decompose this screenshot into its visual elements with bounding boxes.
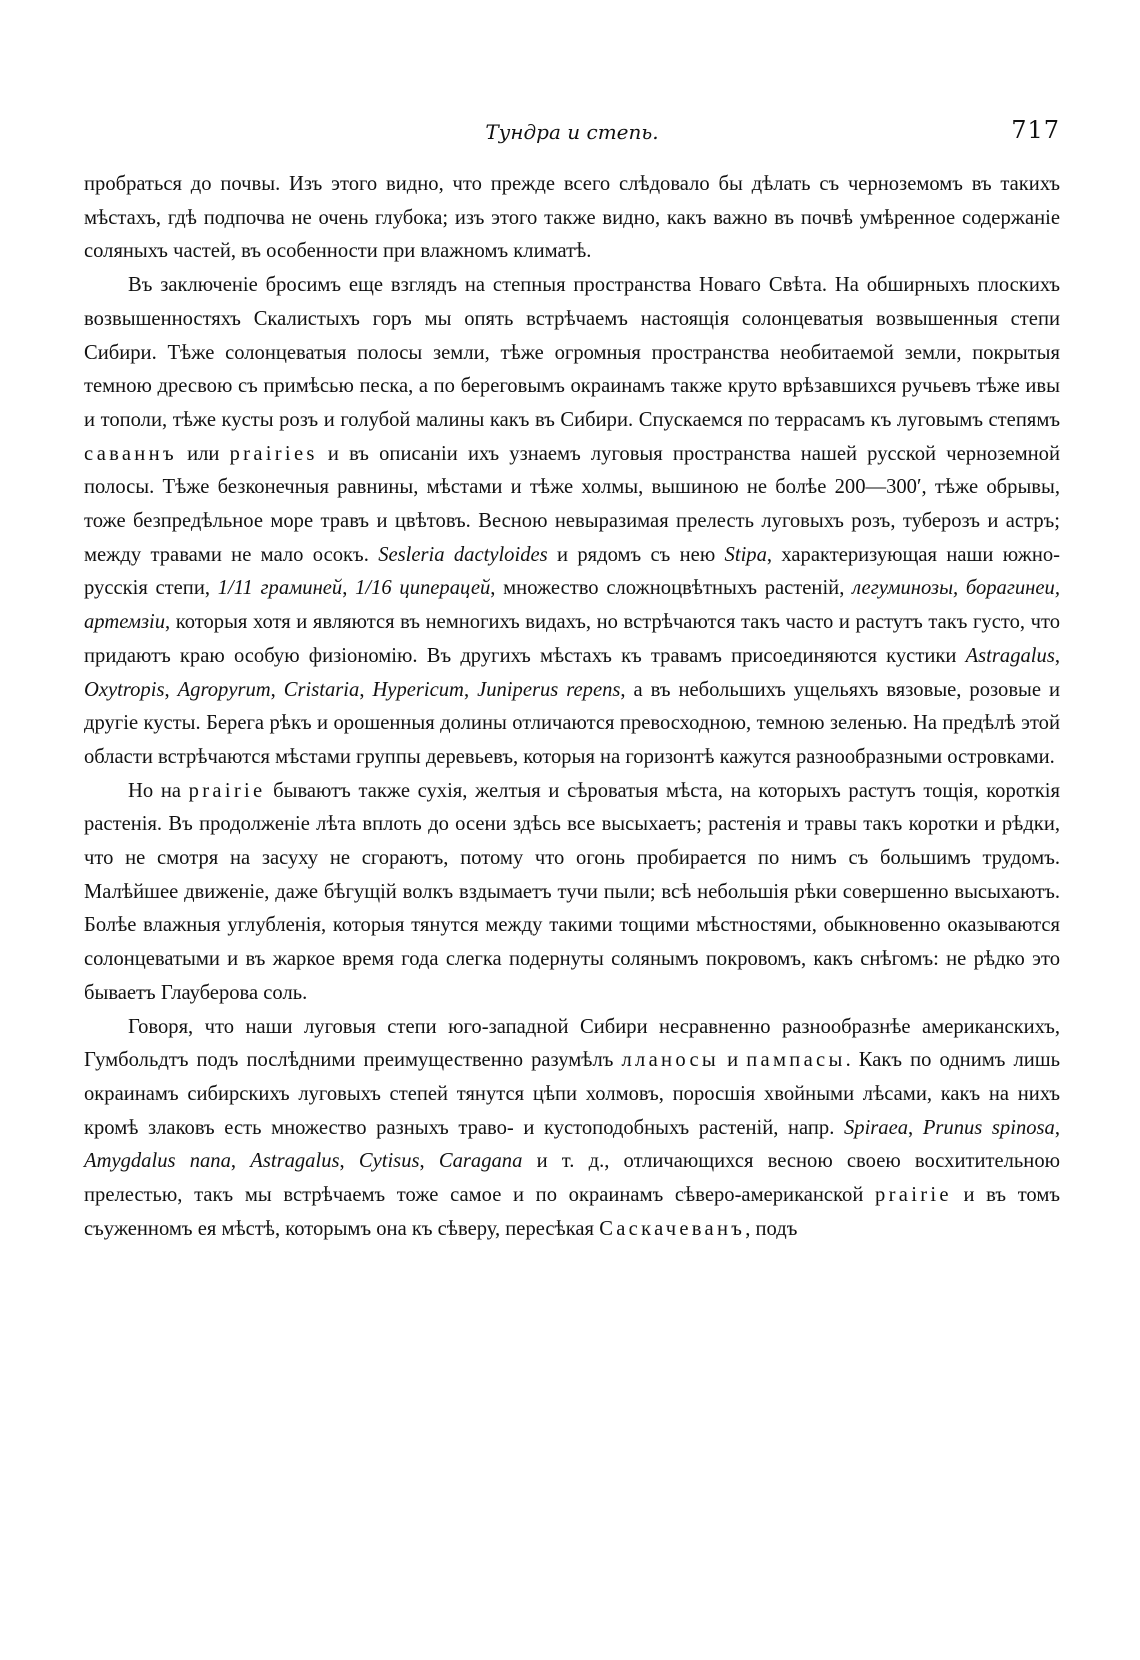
italic-term: Hypericum bbox=[372, 678, 464, 701]
text-run: , bbox=[1054, 1116, 1061, 1139]
italic-term: Prunus spinosa bbox=[922, 1116, 1055, 1139]
text-run: и въ томъ съуженномъ ея мѣстѣ, которымъ она къ сѣверу, пересѣкая bbox=[84, 1184, 1061, 1240]
text-run: , bbox=[463, 678, 478, 701]
text-run: , bbox=[1054, 644, 1060, 667]
text-run: или bbox=[176, 442, 230, 465]
text-run: , bbox=[270, 678, 284, 701]
text-run: , а въ небольшихъ ущельяхъ вязовые, розовые и другіе кусты. Берега рѣкъ и орошенныя долины отличаются превосходною, темною зеленью. На предѣлѣ этой области встрѣчаются мѣстами группы деревьевъ, которыя на горизонтѣ кажутся разнообразными островками. bbox=[84, 678, 1061, 768]
italic-term: 1/16 циперацей bbox=[355, 577, 491, 600]
italic-term: Caragana bbox=[438, 1150, 523, 1173]
italic-term: Spiraea bbox=[843, 1116, 909, 1139]
running-head bbox=[84, 112, 1060, 160]
text-run: Въ заключеніе бросимъ еще взглядъ на степныя пространства Новаго Свѣта. На обширныхъ плоскихъ возвышенностяхъ Скалистыхъ горъ мы опять встрѣчаемъ настоящія солонцеватыя возвышенныя степи Сибири. Тѣже солонцеватыя полосы земли, тѣже огромныя пространства необитаемой земли, покрытыя темною дресвою съ примѣсью песка, а по береговымъ окраинамъ также круто врѣзавшихся ручьевъ тѣже ивы и тополи, тѣже кусты розъ и голубой малины какъ въ Сибири. Спускаемся по террасамъ къ луговымъ степямъ bbox=[84, 274, 1060, 431]
text-run: бываютъ также сухія, желтыя и сѣроватыя мѣста, на которыхъ растутъ тощія, короткія растенія. Въ продолженіе лѣта вплоть до осени здѣсь все высыхаетъ; растенія и травы такъ коротки и рѣдки, что не смотря на засуху не сгораютъ, потому что огонь пробирается по нимъ съ большимъ трудомъ. Малѣйшее движеніе, даже бѣгущій волкъ вздымаетъ тучи пыли; всѣ небольшія рѣки совершенно высыхаютъ. Болѣе влажныя углубленія, которыя тянутся между такими тощими мѣстностями, обыкновенно оказываются солонцеватыми и въ жаркое время года слегка подернуты солянымъ покровомъ, какъ снѣгомъ: не рѣдко это бываетъ Глауберова соль. bbox=[84, 779, 1060, 1004]
italic-term: Juniperus repens bbox=[477, 678, 621, 701]
spaced-term: prairie bbox=[875, 1184, 952, 1207]
italic-term: Astragalus bbox=[965, 644, 1055, 667]
text-run: , bbox=[164, 678, 178, 701]
text-run: , bbox=[342, 577, 356, 600]
book-page bbox=[84, 112, 1060, 1632]
italic-term: легуминозы, борагинеи, артемзіи bbox=[84, 577, 1060, 634]
text-run: , bbox=[908, 1116, 923, 1139]
italic-term: Sesleria dactyloides bbox=[378, 543, 548, 566]
running-title: Тундра и степь. bbox=[485, 120, 659, 144]
text-run: Говоря, что наши луговыя степи юго-западной Сибири несравненно разнообразнѣе американскихъ, Гумбольдтъ подъ послѣдними преимущественно разумѣлъ bbox=[84, 1015, 1060, 1072]
spaced-term: prairies bbox=[229, 442, 318, 465]
page-number: 717 bbox=[1011, 116, 1060, 144]
paragraph-2 bbox=[84, 269, 1060, 775]
text-run: , bbox=[419, 1150, 439, 1173]
spaced-term: пампасы bbox=[746, 1049, 846, 1072]
italic-term: Agropyrum bbox=[177, 678, 271, 701]
text-run: , множество сложноцвѣтныхъ растеній, bbox=[490, 577, 853, 600]
italic-term: Cytisus bbox=[358, 1150, 420, 1173]
italic-term: Cristaria bbox=[283, 678, 360, 701]
body-text bbox=[84, 168, 1060, 1247]
text-run: Но на bbox=[128, 779, 189, 802]
text-run: , bbox=[339, 1150, 359, 1173]
spaced-term: саваннъ bbox=[84, 442, 177, 465]
text-run: , bbox=[230, 1150, 251, 1173]
italic-term: Amygdalus nana bbox=[84, 1150, 231, 1173]
paragraph-3 bbox=[84, 775, 1060, 1011]
text-run: и рядомъ съ нею bbox=[547, 543, 725, 566]
text-run: , подъ bbox=[745, 1217, 798, 1240]
paragraph-1 bbox=[84, 168, 1060, 269]
text-run: , которыя хотя и являются въ немногихъ видахъ, но встрѣчаются такъ часто и растутъ такъ густо, что придаютъ краю особую физіономію. Въ другихъ мѣстахъ къ травамъ присоединяются кустики bbox=[84, 611, 1060, 667]
text-run: пробраться до почвы. Изъ этого видно, что прежде всего слѣдовало бы дѣлать съ черноземомъ въ такихъ мѣстахъ, гдѣ подпочва не очень глубока; изъ этого также видно, какъ важно въ почвѣ умѣренное содержаніе соляныхъ частей, въ особенности при влажномъ климатѣ. bbox=[84, 173, 1060, 263]
italic-term: 1/11 граминей bbox=[217, 577, 343, 600]
text-run: и въ описаніи ихъ узнаемъ луговыя пространства нашей русской черноземной полосы. Тѣже безконечныя равнины, мѣстами и тѣже холмы, вышиною не болѣе 200—300′, тѣже обрывы, тоже безпредѣльное море травъ и цвѣтовъ. Весною невыразимая прелесть луговыхъ розъ, туберозъ и астръ; между травами не мало осокъ. bbox=[84, 442, 1060, 566]
text-run: и т. д., отличающихся весною своею восхитительною прелестью, такъ мы встрѣчаемъ тоже самое и по окраинамъ сѣверо-американской bbox=[84, 1150, 1061, 1207]
spaced-term: prairie bbox=[188, 779, 266, 802]
paragraph-4 bbox=[84, 1011, 1060, 1247]
text-run: и bbox=[719, 1049, 747, 1072]
text-run: , bbox=[359, 678, 373, 701]
spaced-term: Саскачеванъ bbox=[599, 1217, 746, 1240]
italic-term: Astragalus bbox=[250, 1150, 340, 1173]
italic-term: Stipa bbox=[724, 543, 767, 566]
italic-term: Oxytropis bbox=[84, 678, 165, 701]
spaced-term: лланосы bbox=[621, 1049, 720, 1072]
text-run: . Какъ по однимъ лишь окраинамъ сибирскихъ луговыхъ степей тянутся цѣпи холмовъ, поросшія хвойными лѣсами, какъ на нихъ кромѣ злаковъ есть множество разныхъ траво- и кустоподобныхъ растеній, напр. bbox=[84, 1049, 1060, 1139]
text-run: , характеризующая наши южно-русскія степи, bbox=[84, 543, 1061, 600]
